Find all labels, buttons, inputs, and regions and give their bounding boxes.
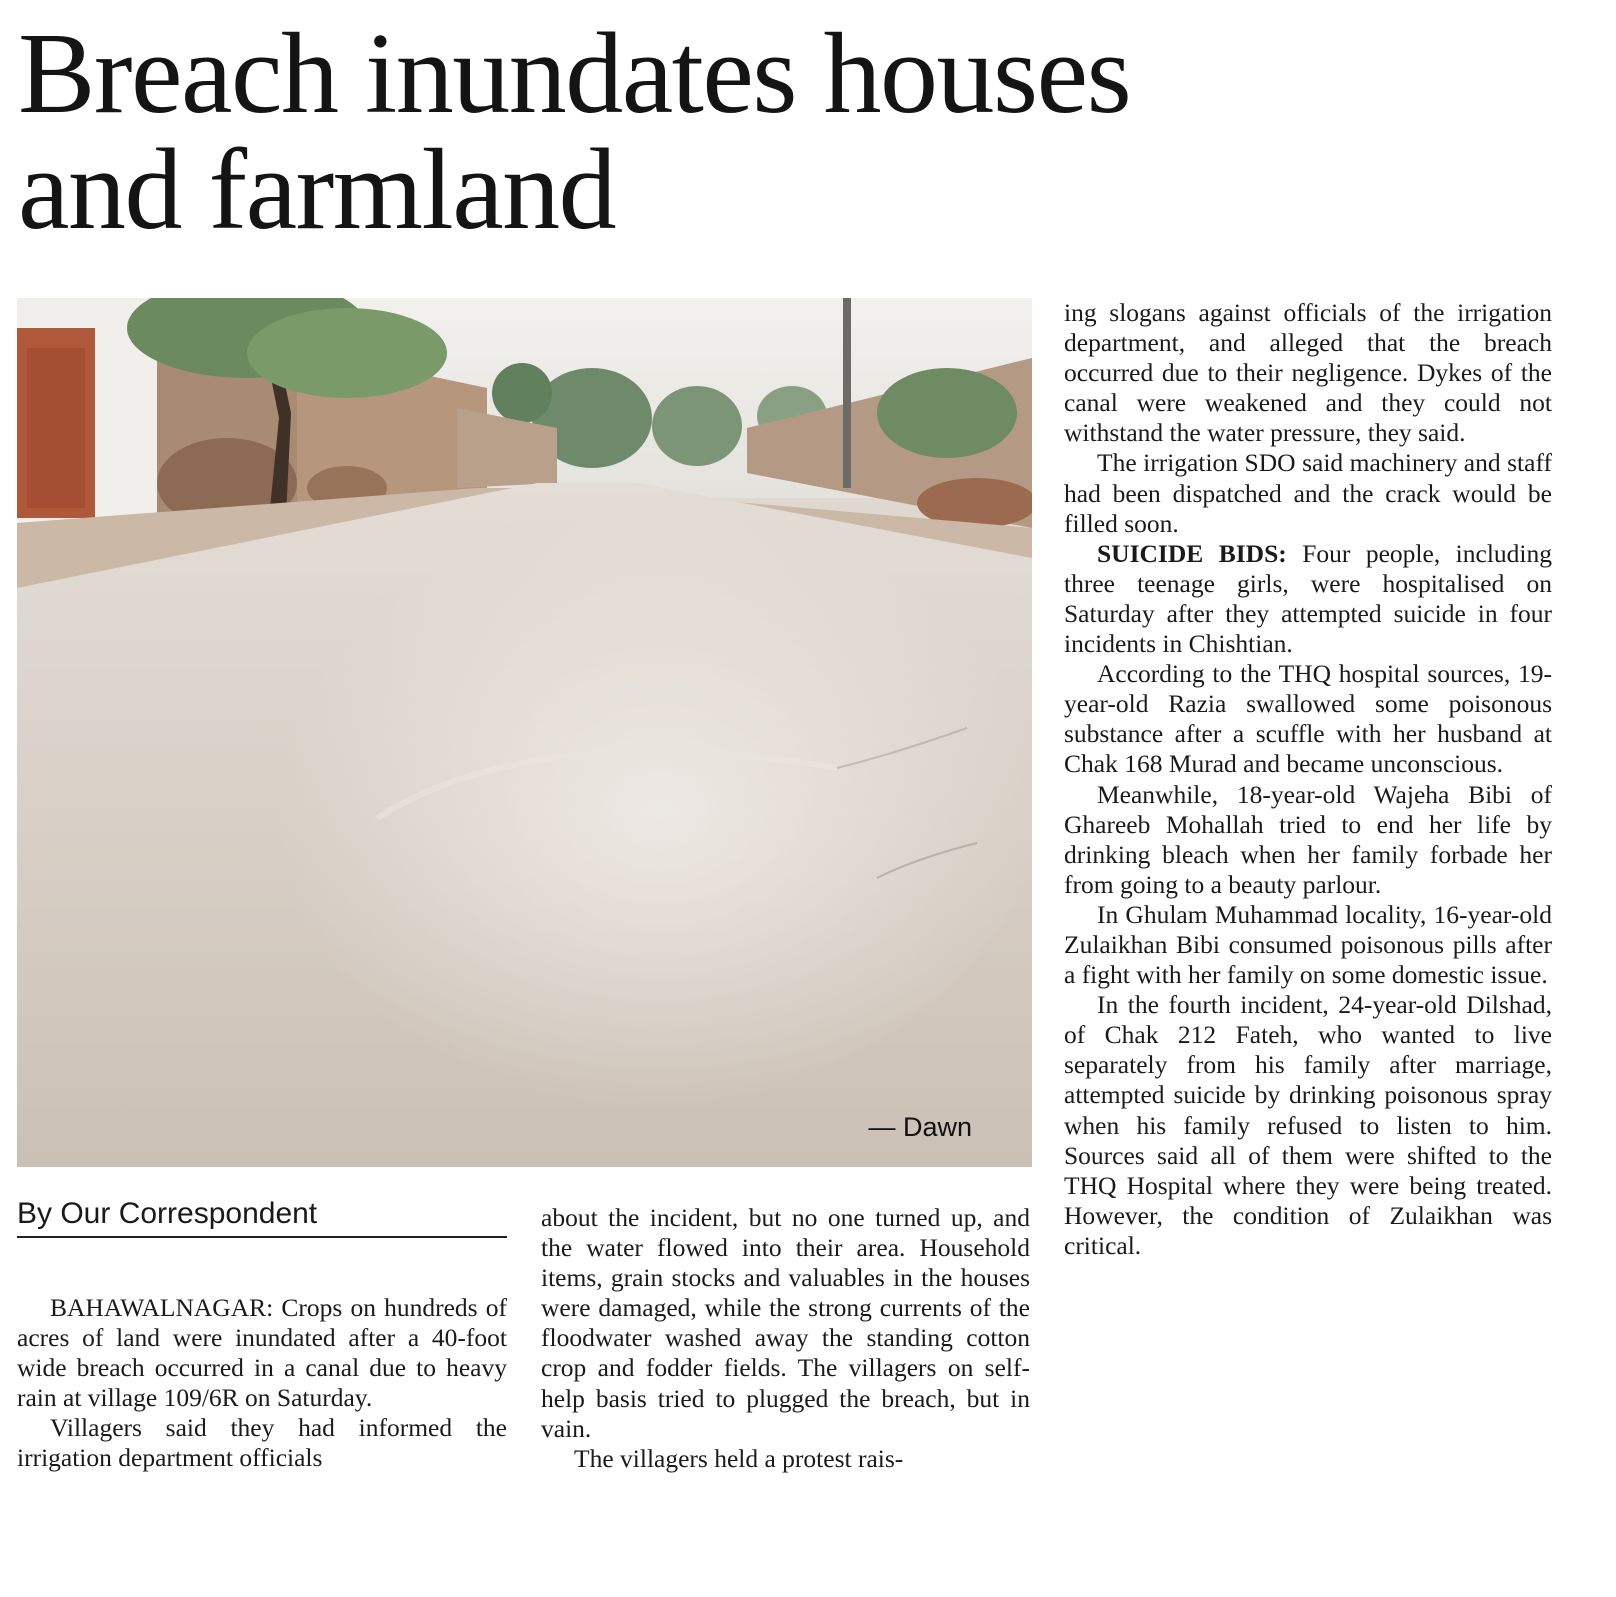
photo-illustration xyxy=(17,298,1032,1167)
paragraph-sdo: The irrigation SDO said machinery and staff had been dispatched and the crack would be filled soon. xyxy=(1064,448,1552,538)
photo-credit: — Dawn xyxy=(868,1112,972,1142)
paragraph-wajeha: Meanwhile, 18-year-old Wajeha Bibi of Ghareeb Mohallah tried to end her life by drinking bleach when her family forbade her from going to a beauty parlour. xyxy=(1064,779,1552,899)
paragraph-suicide-bids xyxy=(1064,539,1552,659)
subhead-suicide-bids: SUICIDE BIDS: xyxy=(1097,538,1287,568)
article-column-2 xyxy=(541,1203,1030,1474)
paragraph-protest-cont: ing slogans against officials of the irrigation department, and alleged that the breach occurred due to their negligence. Dykes of the canal were weakened and they could not withstand the water pressure, they said. xyxy=(1064,298,1552,448)
paragraph-zulaikhan: In Ghulam Muhammad locality, 16-year-old Zulaikhan Bibi consumed poisonous pills after a fight with her family on some domestic issue. xyxy=(1064,899,1552,990)
paragraph-suicide-bids-text: Four people, including three teenage girls, were hospitalised on Saturday after they attempted suicide in four incidents in Chishtian. xyxy=(1064,538,1552,659)
news-photo-flooded-street xyxy=(17,298,1032,1167)
paragraph-lede: BAHAWALNAGAR: Crops on hundreds of acres of land were inundated after a 40-foot wide breach occurred in a canal due to heavy rain at village 109/6R on Saturday. xyxy=(17,1293,507,1413)
paragraph-dilshad: In the fourth incident, 24-year-old Dilshad, of Chak 212 Fateh, who wanted to live separately from his family after marriage, attempted suicide by drinking poisonous spray when his family refused to listen to him. Sources said all of them were shifted to the THQ Hospital where they were being treated. However, the condition of Zulaikhan was critical. xyxy=(1064,990,1552,1260)
byline: By Our Correspondent xyxy=(17,1196,507,1238)
paragraph-villagers-cont: about the incident, but no one turned up, and the water flowed into their area. Household items, grain stocks and valuables in the houses were damaged, while the strong currents of the floodwater washed away the standing cotton crop and fodder fields. The villagers on self-help basis tried to plugged the breach, but in vain. xyxy=(541,1203,1030,1443)
paragraph-razia: According to the THQ hospital sources, 19-year-old Razia swallowed some poisonous substance after a scuffle with her husband at Chak 168 Murad and became unconscious. xyxy=(1064,659,1552,779)
headline-line-1: Breach inundates houses xyxy=(18,10,1131,138)
paragraph-protest-start: The villagers held a protest rais- xyxy=(574,1443,904,1473)
headline-line-2: and farmland xyxy=(18,126,616,254)
article-column-3 xyxy=(1064,298,1552,1261)
headline xyxy=(18,10,1131,254)
paragraph-villagers-start: Villagers said they had informed the irrigation department officials xyxy=(17,1413,507,1473)
article-column-1 xyxy=(17,1293,507,1474)
